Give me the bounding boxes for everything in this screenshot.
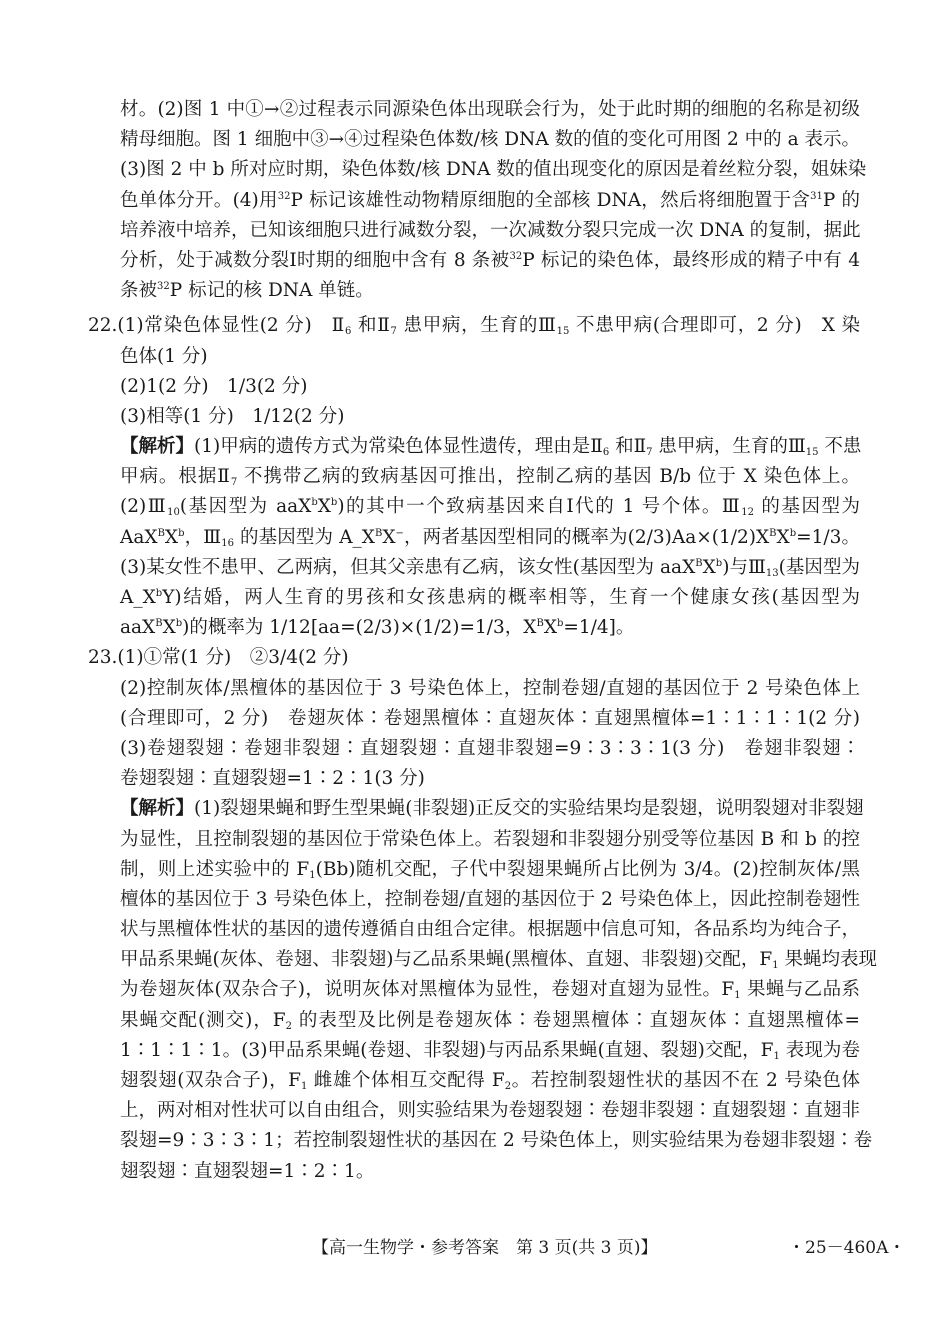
text-line — [120, 613, 860, 643]
text-line — [120, 95, 860, 125]
supscript: b — [155, 588, 163, 599]
supscript: B — [769, 527, 777, 539]
text-line — [120, 402, 860, 432]
supscript: B — [695, 557, 703, 569]
page-footer — [0, 1233, 950, 1257]
text-segment: (3)相等(1 分) 1/12(2 分) — [120, 405, 345, 427]
text-line — [120, 704, 860, 734]
text-segment: 檀体的基因位于 3 号染色体上，控制卷翅/直翅的基因位于 2 号染色体上，因此控制卷翅性 — [120, 888, 860, 910]
text-segment: 和Ⅱ — [351, 315, 391, 337]
text-segment: Y)结婚，两人生育的男孩和女孩患病的概率相等，生育一个健康女孩(基因型为 — [162, 587, 860, 608]
text-line — [120, 1036, 860, 1066]
text-segment: X — [162, 617, 176, 639]
text-line — [120, 794, 864, 824]
text-segment: )与Ⅲ — [722, 556, 766, 578]
text-segment: P 的 — [822, 189, 860, 211]
text-line — [120, 975, 860, 1005]
subscript: 13 — [765, 567, 779, 579]
text-line — [120, 583, 860, 613]
text-line — [120, 342, 860, 372]
text-segment: 翅裂翅∶直翅裂翅=1∶2∶1。 — [120, 1160, 375, 1182]
text-segment: =1/3。 — [796, 526, 861, 548]
text-segment: X — [776, 526, 790, 548]
text-segment: 为卷翅灰体(双杂合子)，说明灰体对黑檀体为显性，卷翅对直翅为显性。F — [120, 979, 735, 1001]
supscript: 31 — [810, 190, 823, 202]
analysis-label: 【解析】 — [120, 798, 195, 820]
text-line — [120, 1006, 860, 1036]
supscript: 32 — [509, 250, 523, 262]
text-segment: 1∶1∶1∶1。(3)甲品系果蝇(卷翅、非裂翅)与丙品系果蝇(直翅、裂翅)交配，F — [120, 1039, 774, 1061]
text-segment: (3)某女性不患甲、乙两病，但其父亲患有乙病，该女性(基因型为 aaX — [120, 556, 696, 578]
text-line — [120, 246, 860, 276]
text-line — [120, 1066, 860, 1096]
subscript: 6 — [344, 326, 352, 338]
text-segment: )的概率为 1/12[aa=(2/3)×(1/2)=1/3，X — [182, 617, 537, 639]
subscript: 1 — [309, 869, 316, 881]
text-line — [88, 643, 860, 673]
text-segment: (合理即可，2 分) 卷翅灰体∶卷翅黑檀体∶直翅灰体∶直翅黑檀体=1∶1∶1∶1(2 分) — [120, 707, 860, 729]
subscript: 12 — [741, 507, 754, 519]
text-line — [120, 372, 860, 402]
subscript: 15 — [556, 326, 570, 338]
subscript: 1 — [773, 1050, 780, 1062]
text-segment: (Bb)随机交配，子代中裂翅果蝇所占比例为 3/4。(2)控制灰体/黑 — [315, 858, 861, 880]
text-segment: 培养液中培养，已知该细胞只进行减数分裂，一次减数分裂只完成一次 DNA 的复制，据此 — [120, 219, 861, 241]
subscript: 2 — [504, 1081, 512, 1092]
text-segment: (3)图 2 中 b 所对应时期，染色体数/核 DNA 数的值出现变化的原因是着丝粒分裂，姐妹染 — [120, 159, 867, 181]
text-segment: )的其中一个致病基因来自Ⅰ代的 1 号个体。Ⅲ — [337, 496, 742, 518]
text-segment: 和Ⅱ — [609, 436, 647, 458]
supscript: b — [330, 497, 338, 509]
text-segment: 22.(1)常染色体显性(2 分) Ⅱ — [88, 315, 345, 337]
supscript: B — [157, 527, 165, 539]
supscript: B — [536, 618, 544, 630]
text-line — [120, 492, 860, 522]
subscript: 16 — [221, 537, 234, 549]
text-segment: (2)控制灰体/黑檀体的基因位于 3 号染色体上，控制卷翅/直翅的基因位于 2 号染色体上 — [120, 677, 860, 699]
text-line — [120, 1126, 873, 1156]
text-line — [120, 125, 860, 155]
supscript: B — [155, 618, 163, 630]
text-segment: 卷翅裂翅∶直翅裂翅=1∶2∶1(3 分) — [120, 768, 425, 790]
text-segment: 不携带乙病的致病基因可推出，控制乙病的基因 B/b 位于 X 染色体上。 — [237, 466, 860, 488]
text-line — [120, 825, 860, 855]
text-line — [120, 855, 860, 885]
text-segment: 的基因型为 A_X — [233, 526, 375, 548]
text-segment: 甲品系果蝇(灰体、卷翅、非裂翅)与乙品系果蝇(黑檀体、直翅、非裂翅)交配，F — [120, 949, 773, 971]
text-segment: 雌雄个体相互交配得 F — [307, 1070, 505, 1091]
subscript: 1 — [300, 1081, 308, 1092]
text-segment: 23.(1)①常(1 分) ②3/4(2 分) — [88, 647, 349, 669]
text-line — [120, 462, 860, 492]
subscript: 15 — [805, 447, 819, 459]
text-segment: 不患甲病(合理即可，2 分) X 染 — [569, 315, 860, 337]
supscript: b — [175, 618, 183, 630]
text-segment: X — [317, 496, 331, 518]
text-segment: 翅裂翅(双杂合子)，F — [120, 1070, 301, 1091]
text-segment: 条被 — [120, 280, 158, 302]
text-segment: 材。(2)图 1 中①→②过程表示同源染色体出现联会行为，处于此时期的细胞的名称是初级 — [120, 99, 860, 120]
text-segment: 甲病。根据Ⅱ — [120, 466, 231, 488]
footer-title: 【高一生物学・参考答案 第 3 页(共 3 页)】 — [312, 1238, 658, 1258]
supscript: b — [715, 557, 723, 569]
text-segment: 制，则上述实验中的 F — [120, 858, 310, 880]
text-segment: 的基因型为 — [754, 496, 861, 518]
text-line — [120, 432, 860, 462]
text-segment: X — [543, 617, 557, 639]
text-segment: =1/4]。 — [563, 617, 635, 639]
text-line — [120, 1157, 860, 1187]
subscript: 2 — [285, 1020, 293, 1032]
text-segment: 患甲病，生育的Ⅲ — [652, 436, 806, 458]
text-segment: 精母细胞。图 1 细胞中③→④过程染色体数/核 DNA 数的值的变化可用图 2 中的 a 表示。 — [120, 129, 860, 151]
text-line — [120, 216, 860, 246]
text-segment: AaX — [120, 526, 158, 548]
text-segment: 。若控制裂翅性状的基因不在 2 号染色体 — [511, 1070, 860, 1091]
text-segment: X — [702, 556, 716, 578]
text-line — [120, 155, 867, 185]
text-segment: 表现为卷 — [779, 1039, 860, 1061]
text-segment: 果蝇与乙品系 — [740, 979, 860, 1001]
subscript: 6 — [602, 447, 610, 459]
text-segment: 果蝇均表现 — [778, 949, 877, 971]
text-segment: X — [382, 526, 396, 548]
text-segment: 色体(1 分) — [120, 345, 208, 367]
subscript: 7 — [390, 326, 397, 338]
text-line — [120, 553, 860, 583]
text-segment: (基因型为 aaX — [179, 496, 312, 518]
text-segment: (3)卷翅裂翅∶卷翅非裂翅∶直翅裂翅∶直翅非裂翅=9∶3∶3∶1(3 分) 卷翅非裂翅∶ — [120, 737, 860, 759]
text-line — [120, 945, 877, 975]
text-segment: A_X — [120, 587, 156, 608]
supscript: 32 — [277, 190, 291, 202]
text-segment: 的表型及比例是卷翅灰体∶卷翅黑檀体∶直翅灰体∶直翅黑檀体= — [292, 1009, 860, 1031]
text-segment: (基因型为 — [778, 556, 861, 578]
supscript: b — [789, 527, 797, 539]
text-line — [120, 734, 860, 764]
text-segment: aaX — [120, 617, 156, 639]
text-segment: (2)1(2 分) 1/3(2 分) — [120, 375, 308, 397]
text-segment: ，两者基因型相同的概率为(2/3)Aa×(1/2)X — [403, 526, 770, 548]
text-line — [120, 764, 860, 794]
text-line — [120, 1096, 860, 1126]
supscript: b — [178, 527, 185, 539]
text-segment: ，Ⅲ — [184, 526, 222, 548]
text-line — [120, 915, 860, 945]
text-line — [120, 885, 860, 915]
text-segment: 色单体分开。(4)用 — [120, 189, 278, 211]
text-segment: P 标记的核 DNA 单链。 — [169, 280, 374, 302]
text-line — [120, 186, 860, 216]
text-segment: 不患 — [818, 436, 862, 458]
subscript: 7 — [646, 447, 653, 459]
supscript: B — [374, 527, 383, 539]
supscript: b — [557, 618, 564, 630]
subscript: 10 — [167, 507, 180, 519]
text-segment: (1)甲病的遗传方式为常染色体显性遗传，理由是Ⅱ — [194, 436, 603, 458]
text-segment: X — [164, 526, 179, 548]
text-segment: 果蝇交配(测交)，F — [120, 1009, 286, 1031]
supscript: 32 — [157, 281, 170, 293]
supscript: − — [395, 527, 404, 539]
text-segment: 状与黑檀体性状的基因的遗传遵循自由组合定律。根据题中信息可知，各品系均为纯合子， — [120, 919, 861, 941]
footer-code: ・25－460A・ — [788, 1238, 906, 1258]
subscript: 1 — [734, 990, 741, 1002]
supscript: b — [311, 497, 318, 509]
text-segment: (2)Ⅲ — [120, 496, 168, 518]
text-line — [88, 311, 860, 341]
subscript: 7 — [230, 477, 238, 489]
text-segment: 分析，处于减数分裂Ⅰ时期的细胞中含有 8 条被 — [120, 249, 510, 271]
text-line — [120, 276, 860, 306]
text-segment: 为显性，且控制裂翅的基因位于常染色体上。若裂翅和非裂翅分别受等位基因 B 和 b 的控 — [120, 828, 860, 850]
text-segment: P 标记的染色体，最终形成的精子中有 4 — [522, 249, 861, 271]
text-segment: 裂翅=9∶3∶3∶1；若控制裂翅性状的基因在 2 号染色体上，则实验结果为卷翅非裂翅∶卷 — [120, 1130, 873, 1152]
text-segment: 患甲病，生育的Ⅲ — [396, 315, 557, 337]
text-line — [120, 674, 860, 704]
text-segment: (1)裂翅果蝇和野生型果蝇(非裂翅)正反交的实验结果均是裂翅，说明裂翅对非裂翅 — [194, 798, 864, 820]
text-segment: 上，两对相对性状可以自由组合，则实验结果为卷翅裂翅∶卷翅非裂翅∶直翅裂翅∶直翅非 — [120, 1100, 861, 1122]
analysis-label: 【解析】 — [120, 436, 195, 458]
text-line — [120, 523, 860, 553]
subscript: 1 — [772, 960, 779, 972]
text-segment: P 标记该雄性动物精原细胞的全部核 DNA，然后将细胞置于含 — [290, 189, 811, 211]
answer-key-body — [0, 95, 950, 1187]
